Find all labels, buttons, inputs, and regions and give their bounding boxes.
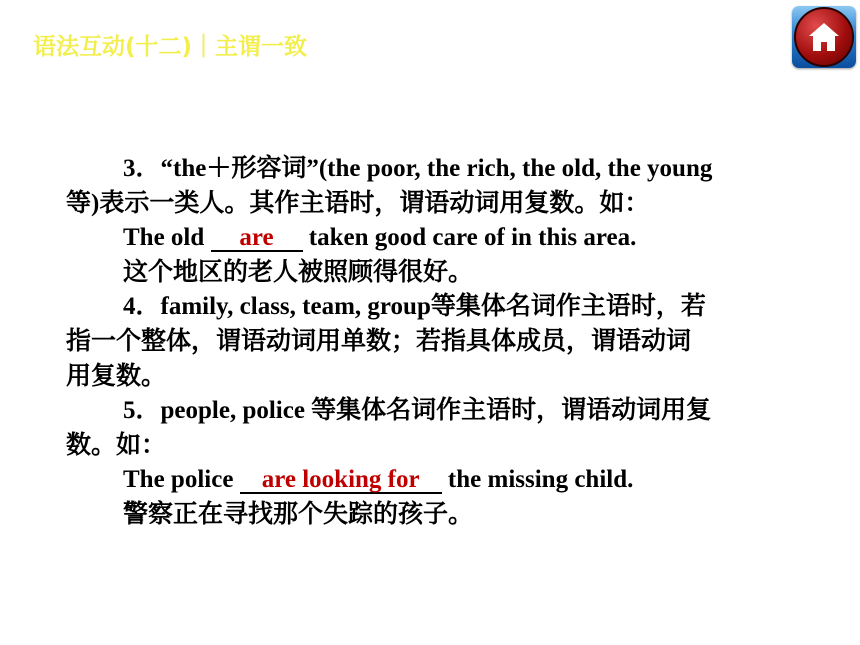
page-title: 语法互动(十二)｜主谓一致 <box>33 34 308 60</box>
example-1-before: The old <box>123 224 211 252</box>
example-2-before: The police <box>123 466 240 494</box>
home-icon <box>794 7 854 67</box>
rule-4-line-3: 用复数。 <box>66 362 167 390</box>
answer-1: are <box>239 224 274 252</box>
rule-4-line-2: 指一个整体，谓语动词用单数；若指具体成员，谓语动词 <box>66 327 692 355</box>
example-2 <box>66 463 806 498</box>
example-1-translation: 这个地区的老人被照顾得很好。 <box>123 258 474 286</box>
home-button[interactable] <box>792 6 856 68</box>
answer-blank-2 <box>240 468 442 494</box>
lesson-content <box>66 152 806 533</box>
example-2-translation: 警察正在寻找那个失踪的孩子。 <box>123 500 474 528</box>
rule-3-line-2: 等)表示一类人。其作主语时，谓语动词用复数。如： <box>66 189 650 217</box>
rule-3-line-1: 3．“the＋形容词”(the poor, the rich, the old, the young <box>123 155 713 182</box>
rule-4-line-1: 4．family, class, team, group等集体名词作主语时，若 <box>123 293 706 321</box>
answer-blank-1 <box>211 226 303 252</box>
rule-5-line-2: 数。如： <box>66 431 167 459</box>
example-1-after: taken good care of in this area. <box>302 224 637 252</box>
example-1 <box>66 221 806 256</box>
example-2-after: the missing child. <box>441 466 634 494</box>
answer-2: are looking for <box>261 466 420 494</box>
rule-5-line-1: 5．people, police 等集体名词作主语时，谓语动词用复 <box>123 397 712 425</box>
